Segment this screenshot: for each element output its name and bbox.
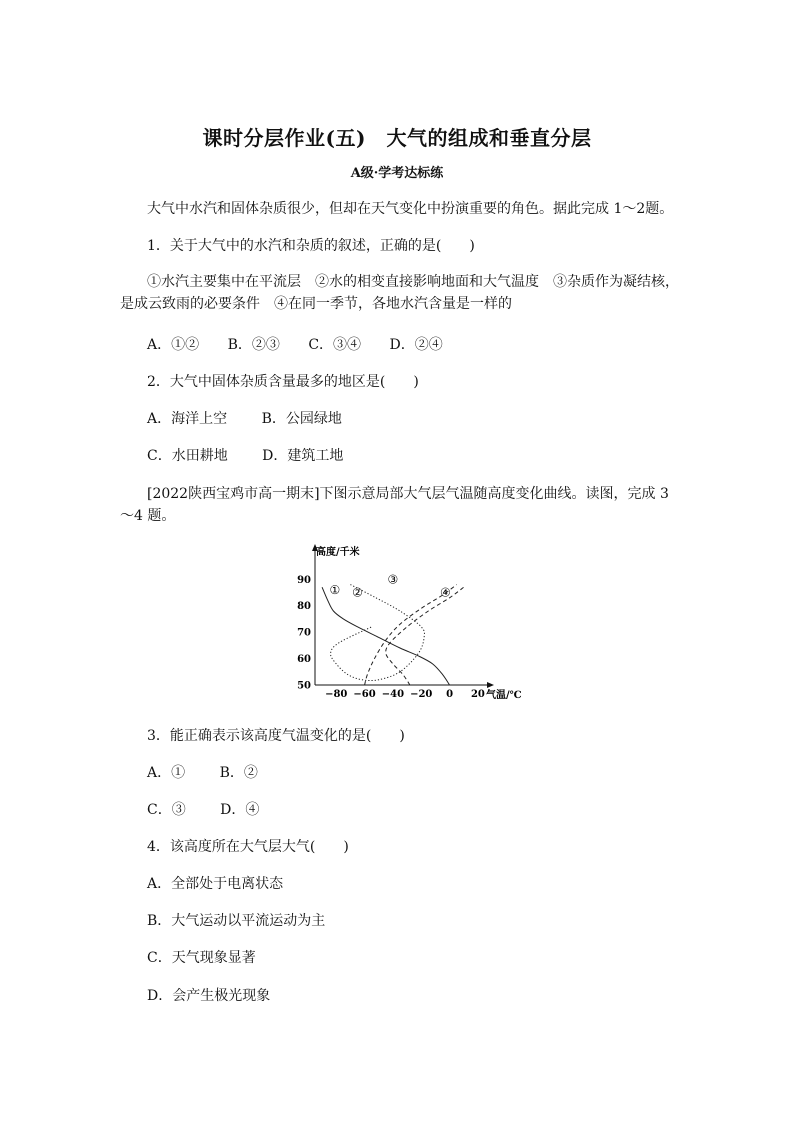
series-line-3 [365,585,457,685]
intro-q1-q2: 大气中水汽和固体杂质很少，但却在天气变化中扮演重要的角色。据此完成 1～2题。 [147,201,674,217]
q3-stem: 3．能正确表示该高度气温变化的是( ) [147,728,405,744]
q3-option-c[interactable]: C．③ [147,802,186,818]
x-tick-label: −20 [410,689,433,700]
q4-option-b[interactable]: B．大气运动以平流运动为主 [147,913,326,929]
x-tick-label: 0 [446,689,454,700]
q2-option-c[interactable]: C．水田耕地 [147,448,228,464]
page-title: 课时分层作业(五) 大气的组成和垂直分层 [202,126,592,150]
y-tick-label: 60 [297,654,311,666]
q3-options-row1 [147,762,258,782]
series-label-1: ① [329,582,341,597]
q3-option-a[interactable]: A．① [147,765,186,781]
intro-q3-q4: [2022陕西宝鸡市高一期末]下图示意局部大气层气温随高度变化曲线。读图，完成 3～4 题。 [120,486,669,524]
chart-series [322,582,464,685]
q3-options-row2 [147,799,259,819]
y-axis-label: 高度/千米 [316,547,360,558]
q2-options-row1 [147,408,342,428]
q1-option-a[interactable]: A．①② [147,337,200,353]
x-axis-arrow [487,682,494,688]
x-tick-label: −40 [381,689,405,700]
series-label-3: ③ [387,572,399,587]
series-line-4 [386,587,464,685]
q1-option-d[interactable]: D．②④ [389,337,443,353]
temperature-height-chart [290,540,540,705]
q1-stem: 1．关于大气中的水汽和杂质的叙述，正确的是( ) [147,238,475,254]
x-tick-label: −80 [325,689,348,700]
chart-labels [297,545,522,701]
q1-option-b[interactable]: B．②③ [227,337,280,353]
q2-option-a[interactable]: A．海洋上空 [147,411,228,427]
q1-option-c[interactable]: C．③④ [308,337,362,353]
series-line-1 [322,587,449,685]
y-tick-label: 50 [297,680,311,692]
x-tick-label: 20 [470,689,485,700]
q2-option-d[interactable]: D．建筑工地 [262,448,344,464]
q3-option-b[interactable]: B．② [219,765,258,781]
y-tick-label: 90 [297,574,311,586]
q1-statements: ①水汽主要集中在平流层 ②水的相变直接影响地面和大气温度 ③杂质作为凝结核，是成云致雨的必要条件 ④在同一季节，各地水汽含量是一样的 [120,274,679,312]
q3-option-d[interactable]: D．④ [220,802,260,818]
q4-option-a[interactable]: A．全部处于电离状态 [147,876,284,892]
q2-option-b[interactable]: B．公园绿地 [261,411,342,427]
x-axis-label: 气温/℃ [486,690,522,701]
series-line-2 [329,582,425,681]
q4-option-d[interactable]: D．会产生极光现象 [147,988,271,1004]
level-heading: A级·学考达标练 [350,166,444,181]
q2-stem: 2．大气中固体杂质含量最多的地区是( ) [147,374,419,390]
series-label-4: ④ [439,585,451,600]
y-tick-label: 80 [297,601,311,613]
x-tick-label: −60 [353,689,376,700]
q4-stem: 4．该高度所在大气层大气( ) [147,839,349,855]
q2-options-row2 [147,445,343,465]
q1-options [147,334,467,354]
series-label-2: ② [352,585,363,600]
y-tick-label: 70 [297,627,311,639]
q4-option-c[interactable]: C．天气现象显著 [147,950,256,966]
